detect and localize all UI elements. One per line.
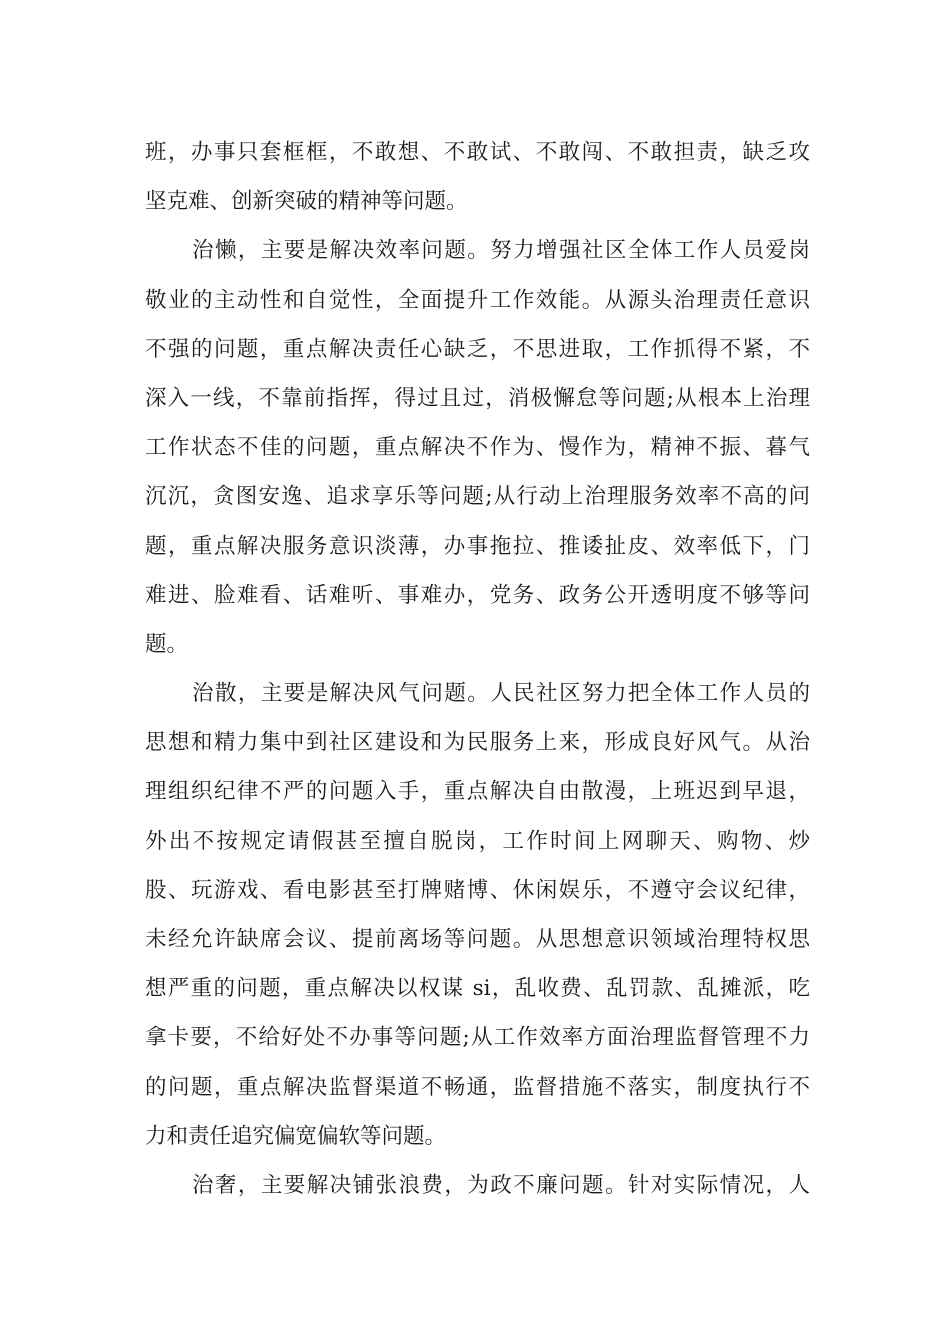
- text-line: 想严重的问题，重点解决以权谋 si，乱收费、乱罚款、乱摊派，吃: [145, 976, 810, 1002]
- paragraph-start-line: 治奢，主要解决铺张浪费，为政不廉问题。针对实际情况，人: [192, 1172, 810, 1198]
- text-line: 沉沉，贪图安逸、追求享乐等问题;从行动上治理服务效率不高的问: [145, 484, 810, 510]
- text-line: 坚克难、创新突破的精神等问题。: [145, 189, 468, 215]
- text-line: 题。: [145, 631, 189, 657]
- text-line: 班，办事只套框框，不敢想、不敢试、不敢闯、不敢担责，缺乏攻: [145, 140, 810, 165]
- text-line: 工作状态不佳的问题，重点解决不作为、慢作为，精神不振、暮气: [145, 435, 810, 461]
- text-line: 拿卡要，不给好处不办事等问题;从工作效率方面治理监督管理不力: [145, 1025, 810, 1051]
- text-line: 深入一线，不靠前指挥，得过且过，消极懈怠等问题;从根本上治理: [145, 385, 810, 411]
- paragraph-start-line: 治懒，主要是解决效率问题。努力增强社区全体工作人员爱岗: [192, 238, 810, 264]
- paragraph-start-line: 治散，主要是解决风气问题。人民社区努力把全体工作人员的: [192, 681, 810, 707]
- text-line: 题，重点解决服务意识淡薄，办事拖拉、推诿扯皮、效率低下，门: [145, 533, 810, 559]
- text-line: 力和责任追究偏宽偏软等问题。: [145, 1123, 447, 1149]
- text-line: 股、玩游戏、看电影甚至打牌赌博、休闲娱乐，不遵守会议纪律，: [145, 877, 810, 903]
- text-line: 外出不按规定请假甚至擅自脱岗，工作时间上网聊天、购物、炒: [145, 828, 810, 854]
- text-line: 敬业的主动性和自觉性，全面提升工作效能。从源头治理责任意识: [145, 287, 810, 313]
- text-line: 理组织纪律不严的问题入手，重点解决自由散漫，上班迟到早退，: [145, 779, 810, 805]
- body-text: [145, 128, 810, 1210]
- text-line: 未经允许缺席会议、提前离场等问题。从思想意识领域治理特权思: [145, 927, 810, 952]
- text-line: 的问题，重点解决监督渠道不畅通，监督措施不落实，制度执行不: [145, 1074, 810, 1100]
- text-line: 不强的问题，重点解决责任心缺乏，不思进取，工作抓得不紧，不: [145, 336, 810, 362]
- text-line: 思想和精力集中到社区建设和为民服务上来，形成良好风气。从治: [145, 730, 810, 756]
- text-line: 难进、脸难看、话难听、事难办，党务、政务公开透明度不够等问: [145, 582, 810, 608]
